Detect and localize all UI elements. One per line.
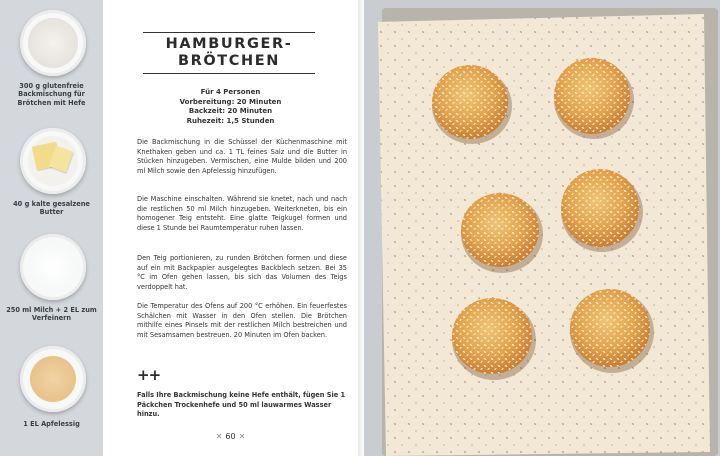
baking-tray-illustration — [364, 0, 720, 456]
recipe-title-box — [143, 32, 315, 74]
page-number: 60 — [225, 432, 236, 441]
butter-bowl-icon — [20, 128, 86, 194]
recipe-page — [103, 0, 358, 456]
baked-buns-photo — [364, 0, 720, 456]
ingredient-caption: 250 ml Milch + 2 EL zum Verfeinern — [6, 306, 97, 323]
ornament-icon: ✕ — [238, 432, 246, 441]
ingredient-caption: 300 g glutenfreie Backmischung für Brötchen mit Hefe — [17, 82, 86, 107]
recipe-title: HAMBURGER-BRÖTCHEN — [165, 36, 293, 69]
ingredient-caption: 40 g kalte gesalzene Butter — [13, 200, 90, 217]
tip-symbol: ++ — [137, 366, 161, 384]
milk-bowl-icon — [20, 234, 86, 300]
ingredient-caption: 1 EL Apfelessig — [23, 420, 80, 428]
ingredient-column — [0, 0, 103, 456]
ornament-icon: ✕ — [215, 432, 223, 441]
recipe-step: Die Maschine einschalten. Während sie knetet, nach und nach die restlichen 50 ml Milch hinzugeben. Weiterkneten, bis ein homogener Teig entsteht. Eine glatte Teigkugel formen und diese 1 Stunde bei Raumtemperatur ruhen lassen. — [137, 195, 347, 232]
tip-note: Falls Ihre Backmischung keine Hefe enthält, fügen Sie 1 Päckchen Trockenhefe und 50 ml lauwarmes Wasser hinzu. — [137, 391, 346, 418]
vinegar-bowl-icon — [20, 346, 86, 412]
prep-time: Vorbereitung: 20 Minuten — [179, 97, 282, 106]
rest-time: Ruhezeit: 1,5 Stunden — [186, 116, 275, 125]
recipe-step: Die Backmischung in die Schüssel der Küchenmaschine mit Knethaken geben und ca. 1 TL feines Salz und die Butter in Stücken hinzugeben. Vermischen, eine Mulde bilden und 200 ml Milch sowie den Apfelessig hinzufügen. — [137, 138, 347, 175]
bake-time: Backzeit: 20 Minuten — [188, 107, 273, 116]
flour-bowl-icon — [20, 10, 86, 76]
servings: Für 4 Personen — [200, 88, 261, 96]
recipe-step: Die Temperatur des Ofens auf 200 °C erhöhen. Ein feuerfestes Schälchen mit Wasser in den Ofen stellen. Die Brötchen mithilfe eines Pinsels mit der restlichen Milch bestreichen und mit Sesamsamen bestreuen. 20 Minuten im Ofen backen. — [137, 302, 347, 339]
page-number-footer — [203, 432, 258, 441]
recipe-step: Den Teig portionieren, zu runden Brötchen formen und diese auf ein mit Backpapier ausgelegtes Backblech setzen. Bei 35 °C im Ofen gehen lassen, bis sich das Volumen des Teigs verdoppelt hat. — [137, 254, 347, 291]
